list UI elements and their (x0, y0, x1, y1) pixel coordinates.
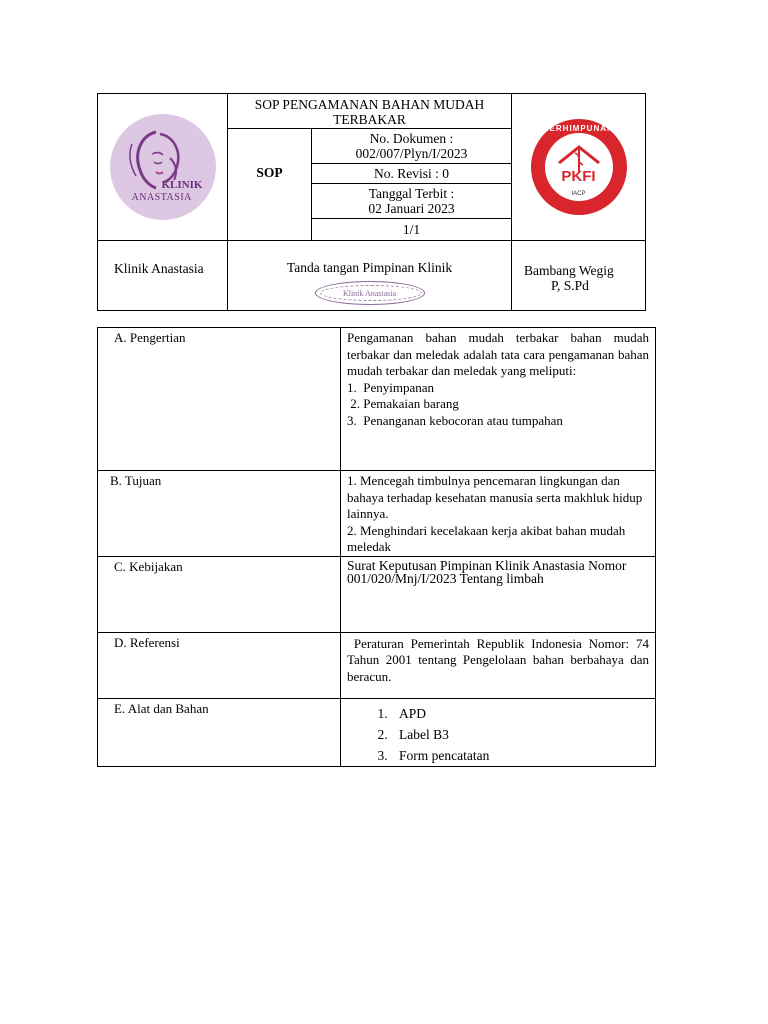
section-content-alat-bahan (341, 698, 656, 766)
clinic-name-cell (98, 241, 228, 311)
issue-date-value: 02 Januari 2023 (368, 201, 455, 216)
sop-content-table (97, 327, 656, 767)
list-item: 3. Form pencatatan (391, 745, 649, 766)
section-row-alat-bahan (98, 698, 656, 766)
section-content-referensi (341, 632, 656, 698)
page-cell (312, 219, 512, 241)
tujuan-point-2: 2. Menghindari kecelakaan kerja akibat bahan mudah meledak (347, 522, 626, 554)
page-number: 1/1 (402, 222, 421, 237)
revision-number: No. Revisi : 0 (373, 166, 449, 181)
section-content-tujuan (341, 471, 656, 557)
clinic-logo-text-anastasia: ANASTASIA (131, 192, 192, 203)
document-title-cell (228, 94, 512, 129)
label-text: A. Pengertian (114, 330, 186, 345)
revision-cell (312, 164, 512, 184)
section-label-tujuan (98, 471, 341, 557)
clinic-logo-text-klinik: KLINIK (161, 179, 203, 191)
clinic-logo-cell (98, 94, 228, 241)
label-text: B. Tujuan (110, 473, 162, 488)
label-text: C. Kebijakan (114, 558, 183, 574)
leader-name-line2: P, S.Pd (551, 278, 589, 293)
issue-date-label: Tanggal Terbit : (368, 186, 455, 201)
label-text: D. Referensi (114, 634, 180, 650)
pkfi-letters: PKFI (561, 168, 596, 185)
section-label-referensi (98, 632, 341, 698)
pengertian-text: Pengamanan bahan mudah terbakar bahan mudah terbakar dan meledak adalah tata cara pengamanan bahan mudah terbakar dan meledak yang meliputi: (347, 330, 649, 378)
section-row-pengertian (98, 328, 656, 471)
sop-label: SOP (256, 165, 283, 180)
list-item: 1. APD (391, 703, 649, 724)
label-text: E. Alat dan Bahan (114, 700, 209, 716)
clinic-logo (110, 114, 216, 220)
leader-name-line1: Bambang Wegig (524, 263, 614, 278)
doc-number-cell (312, 129, 512, 164)
pkfi-sub: IACP (571, 191, 586, 197)
section-row-kebijakan (98, 556, 656, 632)
referensi-text: Peraturan Pemerintah Republik Indonesia Nomor: 74 Tahun 2001 tentang Pengelolaan bahan berbahaya dan beracun. (347, 635, 653, 684)
pkfi-logo (531, 119, 627, 215)
alat-bahan-list (347, 703, 649, 766)
issue-date-cell (312, 184, 512, 219)
section-content-kebijakan (341, 556, 656, 632)
signature-label: Tanda tangan Pimpinan Klinik (286, 260, 453, 275)
pkfi-inner-circle (545, 133, 613, 201)
document-title: SOP PENGAMANAN BAHAN MUDAH TERBAKAR (254, 97, 485, 127)
section-row-referensi (98, 632, 656, 698)
section-label-kebijakan (98, 556, 341, 632)
pengertian-item-3: 3. Penanganan kebocoran atau tumpahan (347, 412, 563, 428)
clinic-name: Klinik Anastasia (114, 261, 204, 276)
stamp-text: Klinik Anastasia (342, 289, 397, 298)
pengertian-item-2: 2. Pemakaian barang (347, 396, 459, 411)
signature-cell (228, 241, 512, 311)
sop-label-cell (228, 129, 312, 241)
section-label-alat-bahan (98, 698, 341, 766)
document-header-table (97, 93, 646, 311)
list-item: 2. Label B3 (391, 724, 649, 745)
leader-name-cell (512, 241, 646, 311)
section-label-pengertian (98, 328, 341, 471)
pkfi-ring-text: PERHIMPUNAN (543, 124, 614, 133)
doc-number-value: 002/007/Plyn/I/2023 (355, 146, 468, 161)
pkfi-logo-cell (512, 94, 646, 241)
doc-number-label: No. Dokumen : (369, 131, 454, 146)
clinic-stamp (315, 281, 425, 305)
section-content-pengertian (341, 328, 656, 471)
tujuan-point-1: 1. Mencegah timbulnya pencemaran lingkungan dan bahaya terhadap kesehatan manusia serta makhluk hidup lainnya. (347, 473, 643, 521)
pengertian-item-1: 1. Penyimpanan (347, 379, 435, 395)
kebijakan-text: Surat Keputusan Pimpinan Klinik Anastasia Nomor 001/020/Mnj/I/2023 Tentang limbah (347, 557, 627, 586)
section-row-tujuan (98, 471, 656, 557)
